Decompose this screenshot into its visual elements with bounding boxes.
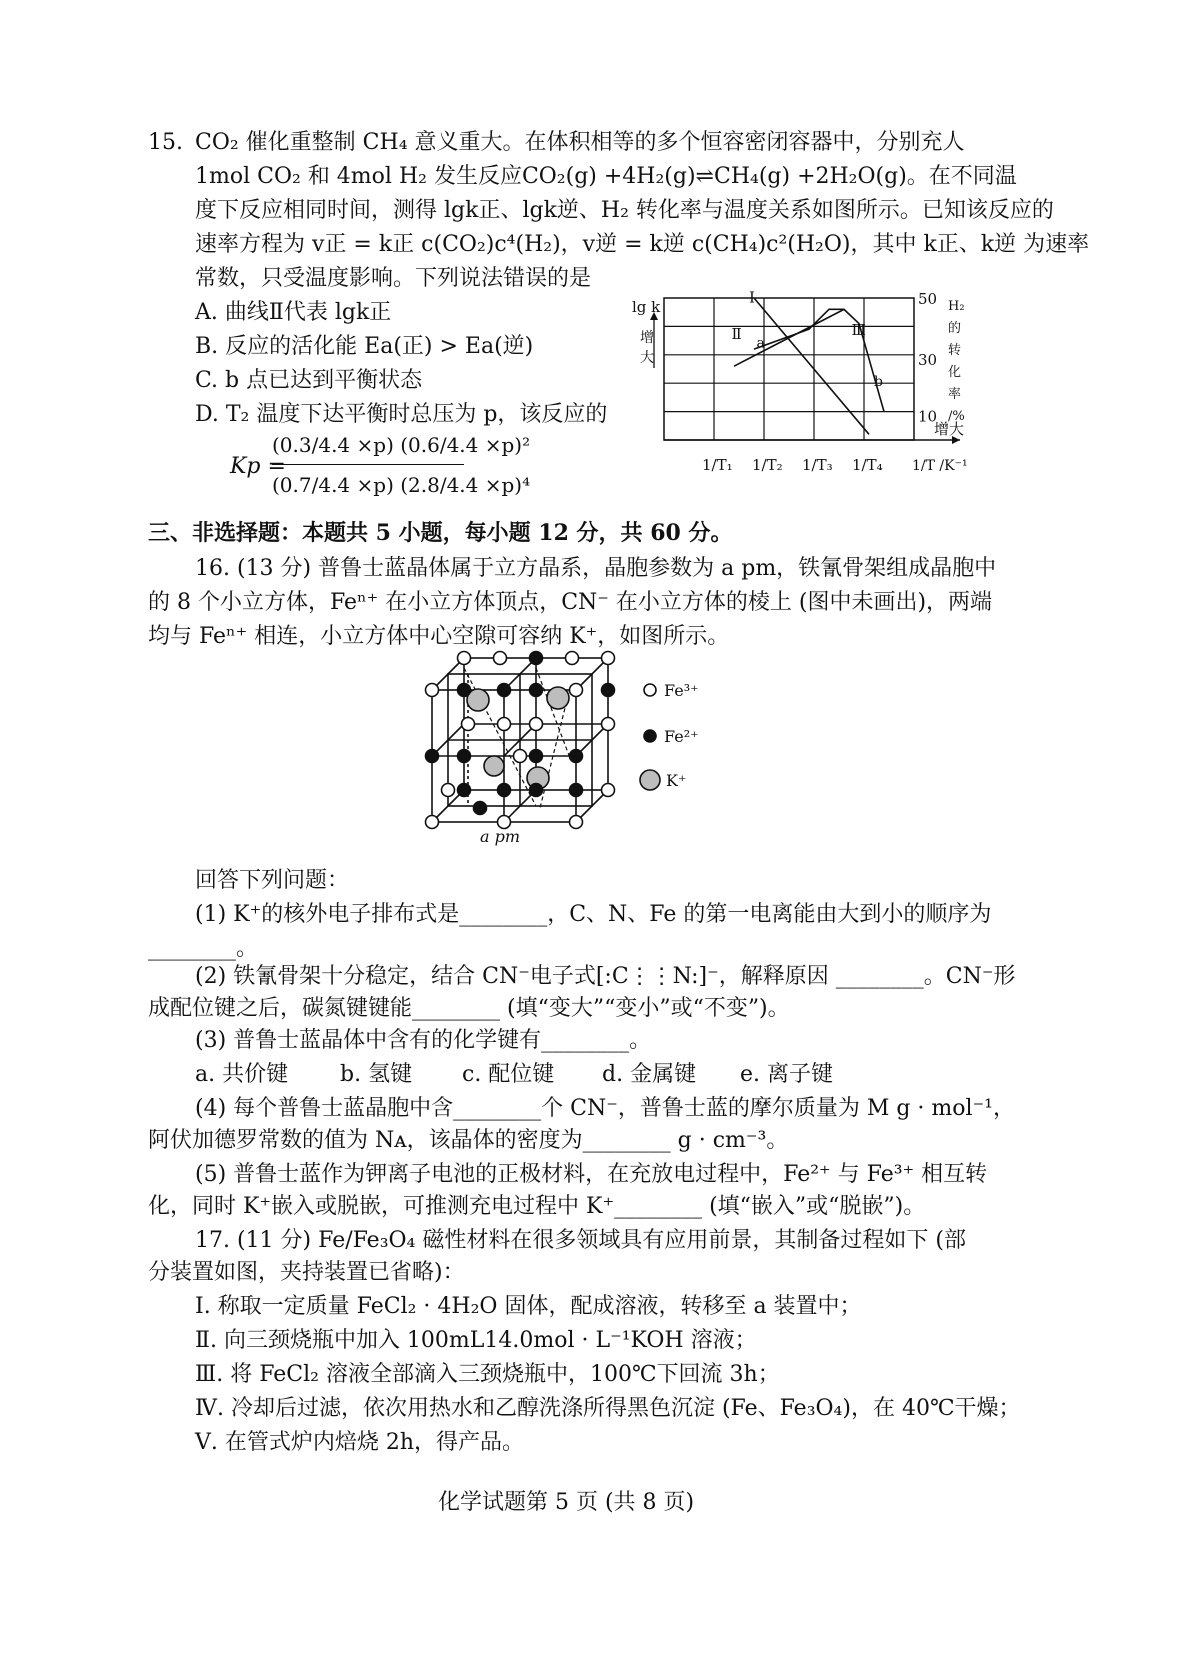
q16-p1-line-1: (1) K⁺的核外电子排布式是________，C、N、Fe 的第一电离能由大到小的顺序为 [195,902,992,927]
chart-y-right-tick: 10 [918,407,938,426]
chart-y-right-label: /% [948,409,965,424]
chart-series-line-1 [754,298,869,434]
chart-series-label-I: Ⅰ [749,290,755,307]
q15-line-5: 常数，只受温度影响。下列说法错误的是 [195,266,592,291]
kp-denominator: (0.7/4.4 ×p) (2.8/4.4 ×p)⁴ [272,473,531,497]
chart-y-left-arrow-label: 增 [640,330,654,346]
q17-step-2: Ⅱ. 向三颈烧瓶中加入 100mL14.0mol · L⁻¹KOH 溶液； [195,1328,757,1353]
chart-y-right-label: 的 [948,321,962,336]
k-ion [484,756,504,776]
chart-series-label-II: Ⅱ [731,325,742,344]
chart-labels [632,290,968,474]
kp-label: Kp = [230,454,286,479]
legend-fe2-marker [644,730,656,742]
legend-fe3-label: Fe³⁺ [664,681,699,700]
chart-x-tick: 1/T₃ [802,456,833,474]
q17-line-1: 17. (11 分) Fe/Fe₃O₄ 磁性材料在很多领域具有应用前景，其制备过程如下 (部 [195,1228,966,1253]
k-ions [467,687,569,789]
chart-x-tick: 1/T₁ [702,456,733,474]
q16-p2-line-1: (2) 铁氰骨架十分稳定，结合 CN⁻电子式[:C⋮⋮N:]⁻，解释原因 ________。CN⁻形 [195,964,1016,989]
q17-step-5: Ⅴ. 在管式炉内焙烧 2h，得产品。 [195,1430,525,1455]
q16-answer-intro: 回答下列问题： [195,868,350,893]
chart-point-label-a: a [756,335,765,352]
chart-plot-frame [664,298,914,440]
q16-line-2: 的 8 个小立方体，Feⁿ⁺ 在小立方体顶点，CN⁻ 在小立方体的棱上 (图中未画出)，两端 [148,590,993,615]
chart-series-line-2 [731,309,844,366]
chart-x-tick: 1/T₄ [852,456,883,474]
q15-option-d: D. T₂ 温度下达平衡时总压为 p，该反应的 [195,402,608,427]
q16-p3: (3) 普鲁士蓝晶体中含有的化学键有________。 [195,1028,652,1053]
q16-p3-option-d: d. 金属键 [602,1062,697,1087]
q16-p5-line-2: 化，同时 K⁺嵌入或脱嵌，可推测充电过程中 K⁺________ (填“嵌入”或“脱嵌”)。 [148,1194,926,1219]
legend-fe2-label: Fe²⁺ [664,727,699,746]
chart-y-left-arrow-label: 大 [640,350,654,366]
q15-option-c: C. b 点已达到平衡状态 [195,368,423,393]
q16-p2-line-2: 成配位键之后，碳氮键键能________ (填“变大”“变小”或“不变”)。 [148,996,790,1021]
chart-x-tick: 1/T₂ [752,456,783,474]
q17-step-4: Ⅳ. 冷却后过滤，依次用热水和乙醇洗涤所得黑色沉淀 (Fe、Fe₃O₄)，在 40℃干燥； [195,1396,1021,1421]
q17-step-1: Ⅰ. 称取一定质量 FeCl₂ · 4H₂O 固体，配成溶液，转移至 a 装置中； [195,1294,862,1319]
kp-fraction-bar [272,464,464,465]
chart-y-right-label: H₂ [948,299,965,314]
q17-line-2: 分装置如图，夹持装置已省略)： [148,1260,465,1285]
page-footer: 化学试题第 5 页 (共 8 页) [438,1490,695,1515]
q16-line-1: 16. (13 分) 普鲁士蓝晶体属于立方晶系，晶胞参数为 a pm，铁氰骨架组成晶胞中 [195,556,997,581]
cell-frame [432,658,608,822]
q16-p3-option-b: b. 氢键 [340,1062,413,1087]
legend-fe3-marker [644,684,656,696]
chart-series [731,298,884,434]
q17-step-3: Ⅲ. 将 FeCl₂ 溶液全部滴入三颈烧瓶中，100℃下回流 3h； [195,1362,780,1387]
q16-p1-line-2: ________。 [148,936,259,961]
section-3-heading: 三、非选择题：本题共 5 小题，每小题 12 分，共 60 分。 [148,520,733,546]
k-ion [547,687,569,709]
chart-y-right-tick: 30 [918,350,938,369]
cell-parameter-label: a pm [480,827,521,846]
legend-k-marker [640,770,660,790]
q16-p5-line-1: (5) 普鲁士蓝作为钾离子电池的正极材料，在充放电过程中，Fe²⁺ 与 Fe³⁺ 相互转 [195,1162,988,1187]
chart-grid [650,298,960,444]
q15-option-b: B. 反应的活化能 Ea(正) > Ea(逆) [195,334,534,359]
q15-option-a: A. 曲线Ⅱ代表 lgk正 [195,300,392,325]
q16-p3-option-c: c. 配位键 [462,1062,555,1087]
prussian-blue-cell-figure [420,648,720,848]
q16-p3-option-e: e. 离子键 [740,1062,834,1087]
q15-line-4: 速率方程为 v正 = k正 c(CO₂)c⁴(H₂)，v逆 = k逆 c(CH₄)c²(H₂O)，其中 k正、k逆 为速率 [195,232,1090,257]
q15-line-2: 1mol CO₂ 和 4mol H₂ 发生反应CO₂(g) +4H₂(g)⇌CH₄(g) +2H₂O(g)。在不同温 [195,164,1017,189]
q15-line-3: 度下反应相同时间，测得 lgk正、lgk逆、H₂ 转化率与温度关系如图所示。已知该反应的 [195,198,1054,223]
chart-series-label-III: Ⅲ [851,320,866,339]
chart-y-right-label: 率 [948,387,962,402]
q15-number: 15. [148,130,183,155]
q16-p4-line-2: 阿伏加德罗常数的值为 Nᴀ，该晶体的密度为________ g · cm⁻³。 [148,1128,789,1153]
chart-x-label: 1/T /K⁻¹ [912,458,968,474]
legend [640,681,699,790]
chart-y-right-tick: 50 [918,290,938,308]
chart-y-right-label: 化 [948,365,962,380]
legend-k-label: K⁺ [666,771,687,790]
q16-p3-option-a: a. 共价键 [195,1062,289,1087]
chart-y-right-label: 转 [948,343,962,358]
q15-line-1: CO₂ 催化重整制 CH₄ 意义重大。在体积相等的多个恒容密闭容器中，分别充人 [195,130,965,155]
kp-numerator: (0.3/4.4 ×p) (0.6/4.4 ×p)² [272,433,531,457]
q15-chart [628,290,980,500]
chart-x-arrow-label: 增大 [934,420,965,438]
q16-line-3: 均与 Feⁿ⁺ 相连，小立方体中心空隙可容纳 K⁺，如图所示。 [148,624,730,649]
chart-y-left-label: lg k [632,298,661,316]
chart-point-label-b: b [874,374,883,391]
q16-p4-line-1: (4) 每个普鲁士蓝晶胞中含________个 CN⁻，普鲁士蓝的摩尔质量为 M g · mol⁻¹， [195,1096,1015,1121]
